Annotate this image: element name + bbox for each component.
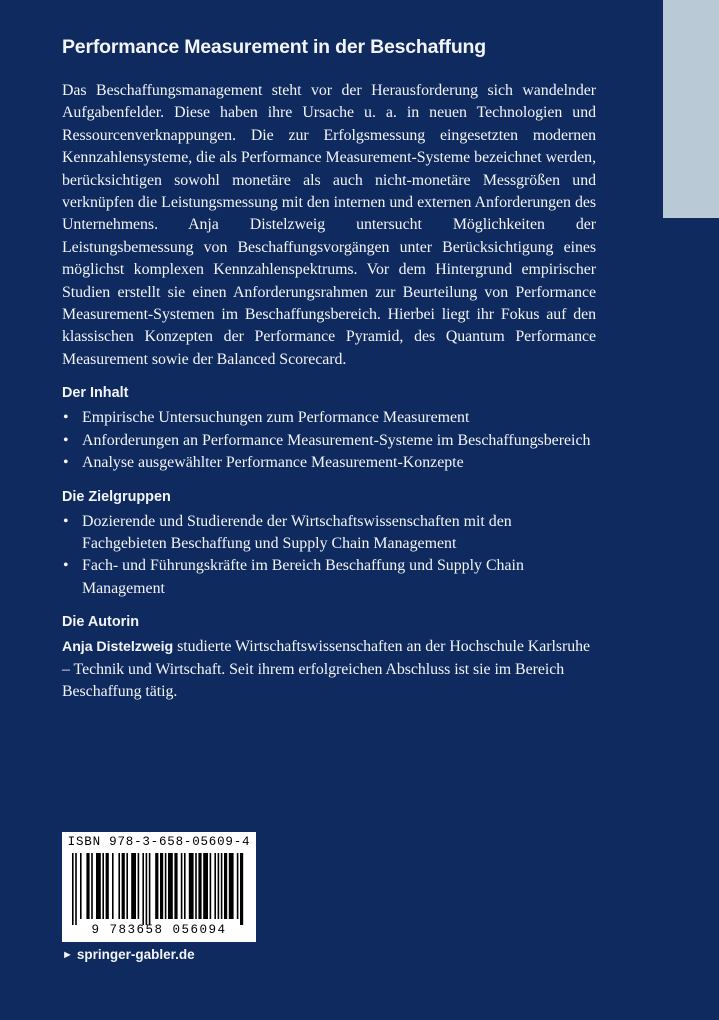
barcode-bar — [86, 853, 89, 919]
barcode-bar — [80, 853, 82, 919]
barcode-bar — [224, 853, 227, 919]
barcode-bar — [221, 853, 223, 919]
barcode-bar — [160, 853, 163, 919]
barcode-bar — [138, 853, 140, 919]
barcode-bar — [122, 853, 125, 919]
bullet-icon: • — [63, 409, 69, 427]
barcode-bar — [168, 853, 173, 919]
isbn-barcode — [62, 832, 256, 942]
author-bio-text: studierte Wirtschaftswissenschaften an der Hochschule Karlsruhe – Technik und Wirtschaft. Seit ihrem erfolgreichen Abschluss ist sie im Bereich Beschaffung tätig. — [62, 638, 590, 700]
barcode-bar — [102, 853, 104, 919]
zielgruppen-list — [62, 511, 596, 601]
inhalt-heading: Der Inhalt — [62, 385, 129, 402]
barcode-bar — [165, 853, 167, 919]
cover-tab — [663, 0, 719, 218]
section-autorin — [62, 614, 596, 703]
book-title: Performance Measurement in der Beschaffung — [62, 36, 486, 58]
author-bio — [62, 636, 596, 703]
isbn-label: ISBN 978-3-658-05609-4 — [67, 835, 251, 849]
bullet-icon: • — [63, 557, 69, 575]
publisher-website[interactable] — [62, 947, 195, 962]
barcode-bar — [131, 853, 136, 919]
barcode-bar — [142, 853, 144, 925]
barcode-bar — [149, 853, 151, 925]
barcode-bar — [218, 853, 220, 919]
author-name: Anja Distelzweig — [62, 639, 174, 656]
barcode-bar — [106, 853, 109, 919]
barcode-bar — [112, 853, 114, 919]
barcode-bar — [126, 853, 128, 919]
bullet-icon: • — [63, 454, 69, 472]
list-item: • Analyse ausgewählter Performance Measurement-Konzepte — [62, 452, 596, 474]
barcode-bar — [189, 853, 194, 919]
list-item: • Empirische Untersuchungen zum Performance Measurement — [62, 407, 596, 429]
ean-digits — [62, 923, 256, 937]
barcode-bar — [118, 853, 120, 919]
list-item: • Dozierende und Studierende der Wirtschaftswissenschaften mit den Fachgebieten Beschaffung und Supply Chain Management — [63, 512, 512, 552]
autorin-heading: Die Autorin — [62, 614, 140, 631]
list-item: • Fach- und Führungskräfte im Bereich Beschaffung und Supply Chain Management — [63, 557, 524, 597]
barcode-bar — [91, 853, 93, 919]
barcode-bars — [70, 853, 248, 925]
barcode-bar — [181, 853, 183, 919]
arrow-right-icon: ► — [62, 948, 73, 961]
barcode-bar — [174, 853, 177, 919]
barcode-bar — [184, 853, 186, 919]
barcode-bar — [75, 853, 77, 925]
ean-left-group: 783658 — [109, 923, 164, 937]
bullet-icon: • — [63, 512, 69, 530]
barcode-bar — [203, 853, 208, 919]
barcode-bar — [210, 853, 212, 919]
barcode-bar — [198, 853, 201, 919]
ean-right-group: 056094 — [172, 923, 227, 937]
back-cover-text — [62, 36, 596, 703]
barcode-bar — [240, 853, 243, 925]
barcode-bar — [229, 853, 234, 919]
bullet-icon: • — [63, 431, 69, 449]
barcode-bar — [195, 853, 197, 919]
barcode-bar — [146, 853, 148, 925]
inhalt-list — [62, 407, 596, 474]
barcode-bar — [72, 853, 74, 925]
website-text: springer-gabler.de — [76, 947, 195, 962]
intro-paragraph: Das Beschaffungsmanagement steht vor der Herausforderung sich wandelnder Aufgabenfelder. Diese haben ihre Ursache u. a. in neuen Technologien und Ressourcenverknappungen. Die zur Erfolgsmessung eingesetzten modernen Kennzahlensysteme, die als Performance Measurement-Systeme bezeichnet werden, berücksichtigen sowohl monetäre als auch nicht-monetäre Messgrößen und verknüpfen die Leistungsmessung mit den internen und externen Anforderungen des Unternehmens. Anja Distelzweig untersucht Möglichkeiten der Leistungsbemessung von Beschaffungsvorgängen unter Berücksichtigung eines möglichst komplexen Kennzahlenspektrums. Vor dem Hintergrund empirischer Studien erstellt sie einen Anforderungsrahmen zur Beurteilung von Performance Measurement-Systemen im Beschaffungsbereich. Hierbei liegt ihr Fokus auf den klassischen Konzepten der Performance Pyramid, des Quantum Performance Measurement sowie der Balanced Scorecard. — [62, 82, 596, 368]
barcode-bar — [96, 853, 101, 919]
barcode-bar — [237, 853, 239, 919]
barcode-bar — [214, 853, 216, 919]
ean-first-digit: 9 — [91, 923, 101, 937]
section-inhalt — [62, 385, 596, 474]
zielgruppen-heading: Die Zielgruppen — [62, 488, 171, 505]
section-zielgruppen — [62, 489, 596, 601]
barcode-bar — [155, 853, 158, 919]
list-item: • Anforderungen an Performance Measurement-Systeme im Beschaffungsbereich — [62, 430, 596, 452]
